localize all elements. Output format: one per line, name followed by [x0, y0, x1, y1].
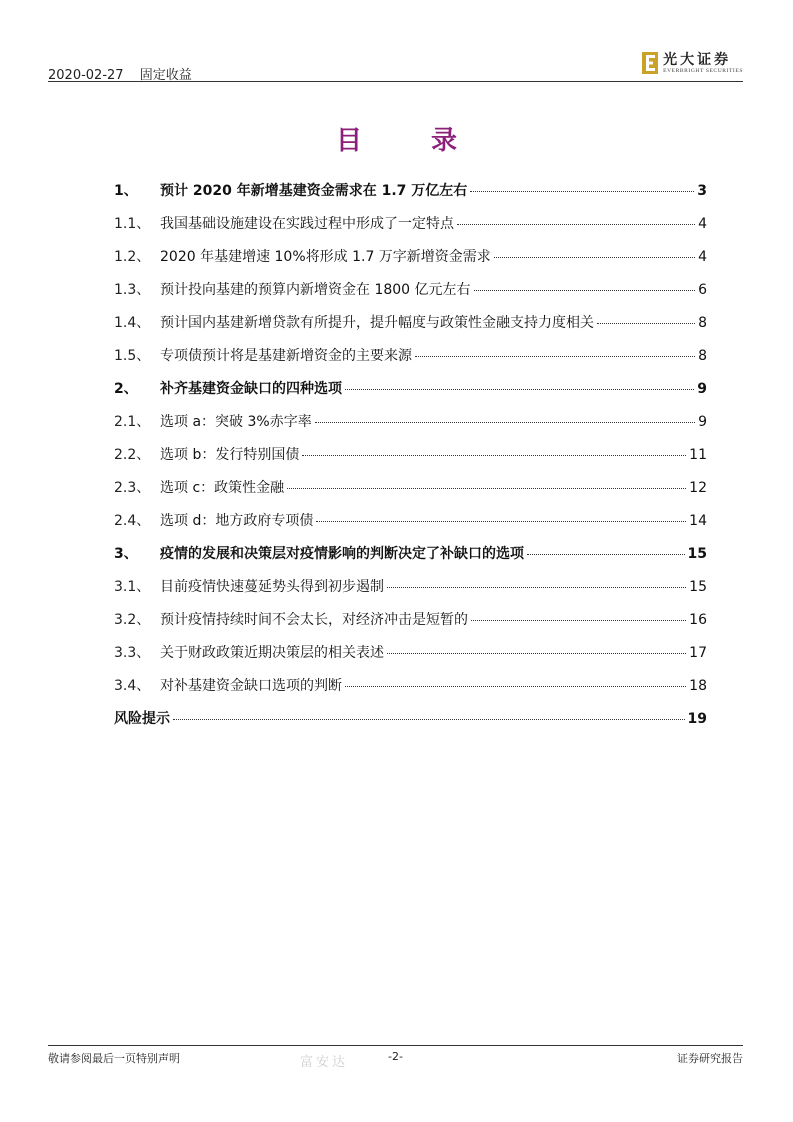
- toc-entry-title: 预计疫情持续时间不会太长，对经济冲击是短暂的: [160, 612, 468, 628]
- toc-entry-title: 预计 2020 年新增基建资金需求在 1.7 万亿左右: [160, 183, 468, 199]
- toc-entry[interactable]: [114, 510, 707, 543]
- logo-chinese-name: 光大证券: [663, 51, 732, 68]
- toc-entry-number: 2.4、: [114, 513, 151, 529]
- toc-entry[interactable]: [114, 576, 707, 609]
- toc-entry[interactable]: [114, 279, 707, 312]
- toc-entry-page: 15: [687, 546, 707, 562]
- toc-entry-title: 2020 年基建增速 10%将形成 1.7 万字新增资金需求: [160, 249, 491, 265]
- toc-entry-title: 对补基建资金缺口选项的判断: [160, 678, 342, 694]
- footer-divider: [48, 1045, 743, 1046]
- toc-entry[interactable]: [114, 642, 707, 675]
- toc-entry-page: 17: [689, 645, 707, 661]
- toc-entry-page: 6: [698, 282, 707, 298]
- toc-entry-title: 专项债预计将是基建新增资金的主要来源: [160, 348, 412, 364]
- disclaimer-note: 敬请参阅最后一页特别声明: [48, 1052, 180, 1065]
- page-number: -2-: [388, 1050, 403, 1063]
- toc-entry-page: 11: [689, 447, 707, 463]
- toc-entry-page: 8: [698, 315, 707, 331]
- toc-dot-leader: [457, 224, 695, 225]
- toc-dot-leader: [287, 488, 686, 489]
- toc-entry-title: 预计投向基建的预算内新增资金在 1800 亿元左右: [160, 282, 471, 298]
- toc-entry-page: 8: [698, 348, 707, 364]
- toc-entry[interactable]: [114, 312, 707, 345]
- toc-dot-leader: [316, 521, 686, 522]
- toc-dot-leader: [597, 323, 695, 324]
- page-footer: [48, 1050, 743, 1068]
- toc-entry-number: 2.2、: [114, 447, 151, 463]
- table-of-contents: [114, 180, 707, 741]
- toc-entry-page: 12: [689, 480, 707, 496]
- toc-dot-leader: [387, 587, 686, 588]
- toc-entry-page: 9: [698, 414, 707, 430]
- toc-entry-number: 1.1、: [114, 216, 151, 232]
- toc-entry-page: 3: [697, 183, 707, 199]
- logo-english-name: EVERBRIGHT SECURITIES: [663, 67, 743, 74]
- toc-entry-number: 3.2、: [114, 612, 151, 628]
- toc-title: 目 录: [335, 126, 488, 156]
- toc-entry-page: 19: [687, 711, 707, 727]
- toc-entry-title: 关于财政政策近期决策层的相关表述: [160, 645, 384, 661]
- toc-entry-page: 4: [698, 249, 707, 265]
- toc-entry-number: 1.5、: [114, 348, 151, 364]
- toc-entry-title: 选项 a：突破 3%赤字率: [160, 414, 312, 430]
- toc-entry-title: 我国基础设施建设在实践过程中形成了一定特点: [160, 216, 454, 232]
- toc-entry-number: 1.2、: [114, 249, 151, 265]
- toc-entry-page: 4: [698, 216, 707, 232]
- report-section: 固定收益: [139, 68, 192, 83]
- company-logo: [642, 48, 743, 78]
- toc-dot-leader: [302, 455, 686, 456]
- toc-entry-number: 3.4、: [114, 678, 151, 694]
- toc-entry-page: 15: [689, 579, 707, 595]
- toc-entry[interactable]: [114, 708, 707, 741]
- toc-entry-number: 1.3、: [114, 282, 151, 298]
- toc-dot-leader: [173, 719, 685, 720]
- toc-entry-number: 2.1、: [114, 414, 151, 430]
- toc-entry-title: 选项 d：地方政府专项债: [160, 513, 314, 529]
- toc-entry-number: 3.1、: [114, 579, 151, 595]
- toc-entry[interactable]: [114, 246, 707, 279]
- toc-entry-number: 2、: [114, 381, 138, 397]
- toc-entry-page: 18: [689, 678, 707, 694]
- toc-entry-title: 选项 b：发行特别国债: [160, 447, 300, 463]
- toc-dot-leader: [474, 290, 696, 291]
- toc-entry-title: 补齐基建资金缺口的四种选项: [160, 381, 342, 397]
- toc-entry[interactable]: [114, 543, 707, 576]
- toc-dot-leader: [527, 554, 685, 555]
- toc-dot-leader: [471, 620, 686, 621]
- toc-entry-page: 14: [689, 513, 707, 529]
- toc-entry[interactable]: [114, 675, 707, 708]
- toc-entry-number: 1.4、: [114, 315, 151, 331]
- toc-entry-title: 风险提示: [114, 711, 170, 727]
- toc-entry[interactable]: [114, 609, 707, 642]
- toc-dot-leader: [387, 653, 686, 654]
- header-divider: [48, 81, 743, 82]
- toc-entry-page: 16: [689, 612, 707, 628]
- toc-entry[interactable]: [114, 444, 707, 477]
- toc-entry[interactable]: [114, 411, 707, 444]
- watermark: 富安达: [300, 1055, 349, 1070]
- toc-dot-leader: [415, 356, 695, 357]
- toc-dot-leader: [315, 422, 695, 423]
- toc-dot-leader: [470, 191, 694, 192]
- toc-entry[interactable]: [114, 213, 707, 246]
- page-header: [48, 46, 743, 82]
- toc-entry-title: 选项 c：政策性金融: [160, 480, 285, 496]
- toc-entry-page: 9: [697, 381, 707, 397]
- toc-dot-leader: [345, 686, 686, 687]
- report-date: 2020-02-27: [48, 68, 124, 83]
- toc-entry-title: 疫情的发展和决策层对疫情影响的判断决定了补缺口的选项: [160, 546, 524, 562]
- toc-entry-number: 3.3、: [114, 645, 151, 661]
- toc-dot-leader: [494, 257, 695, 258]
- toc-entry[interactable]: [114, 180, 707, 213]
- report-type: 证券研究报告: [677, 1052, 743, 1065]
- toc-entry-title: 预计国内基建新增贷款有所提升，提升幅度与政策性金融支持力度相关: [160, 315, 594, 331]
- toc-entry-title: 目前疫情快速蔓延势头得到初步遏制: [160, 579, 384, 595]
- toc-entry[interactable]: [114, 345, 707, 378]
- toc-dot-leader: [345, 389, 694, 390]
- toc-entry[interactable]: [114, 378, 707, 411]
- toc-entry-number: 1、: [114, 183, 138, 199]
- toc-entry-number: 2.3、: [114, 480, 151, 496]
- toc-entry-number: 3、: [114, 546, 138, 562]
- everbright-logo-icon: [642, 52, 658, 74]
- toc-entry[interactable]: [114, 477, 707, 510]
